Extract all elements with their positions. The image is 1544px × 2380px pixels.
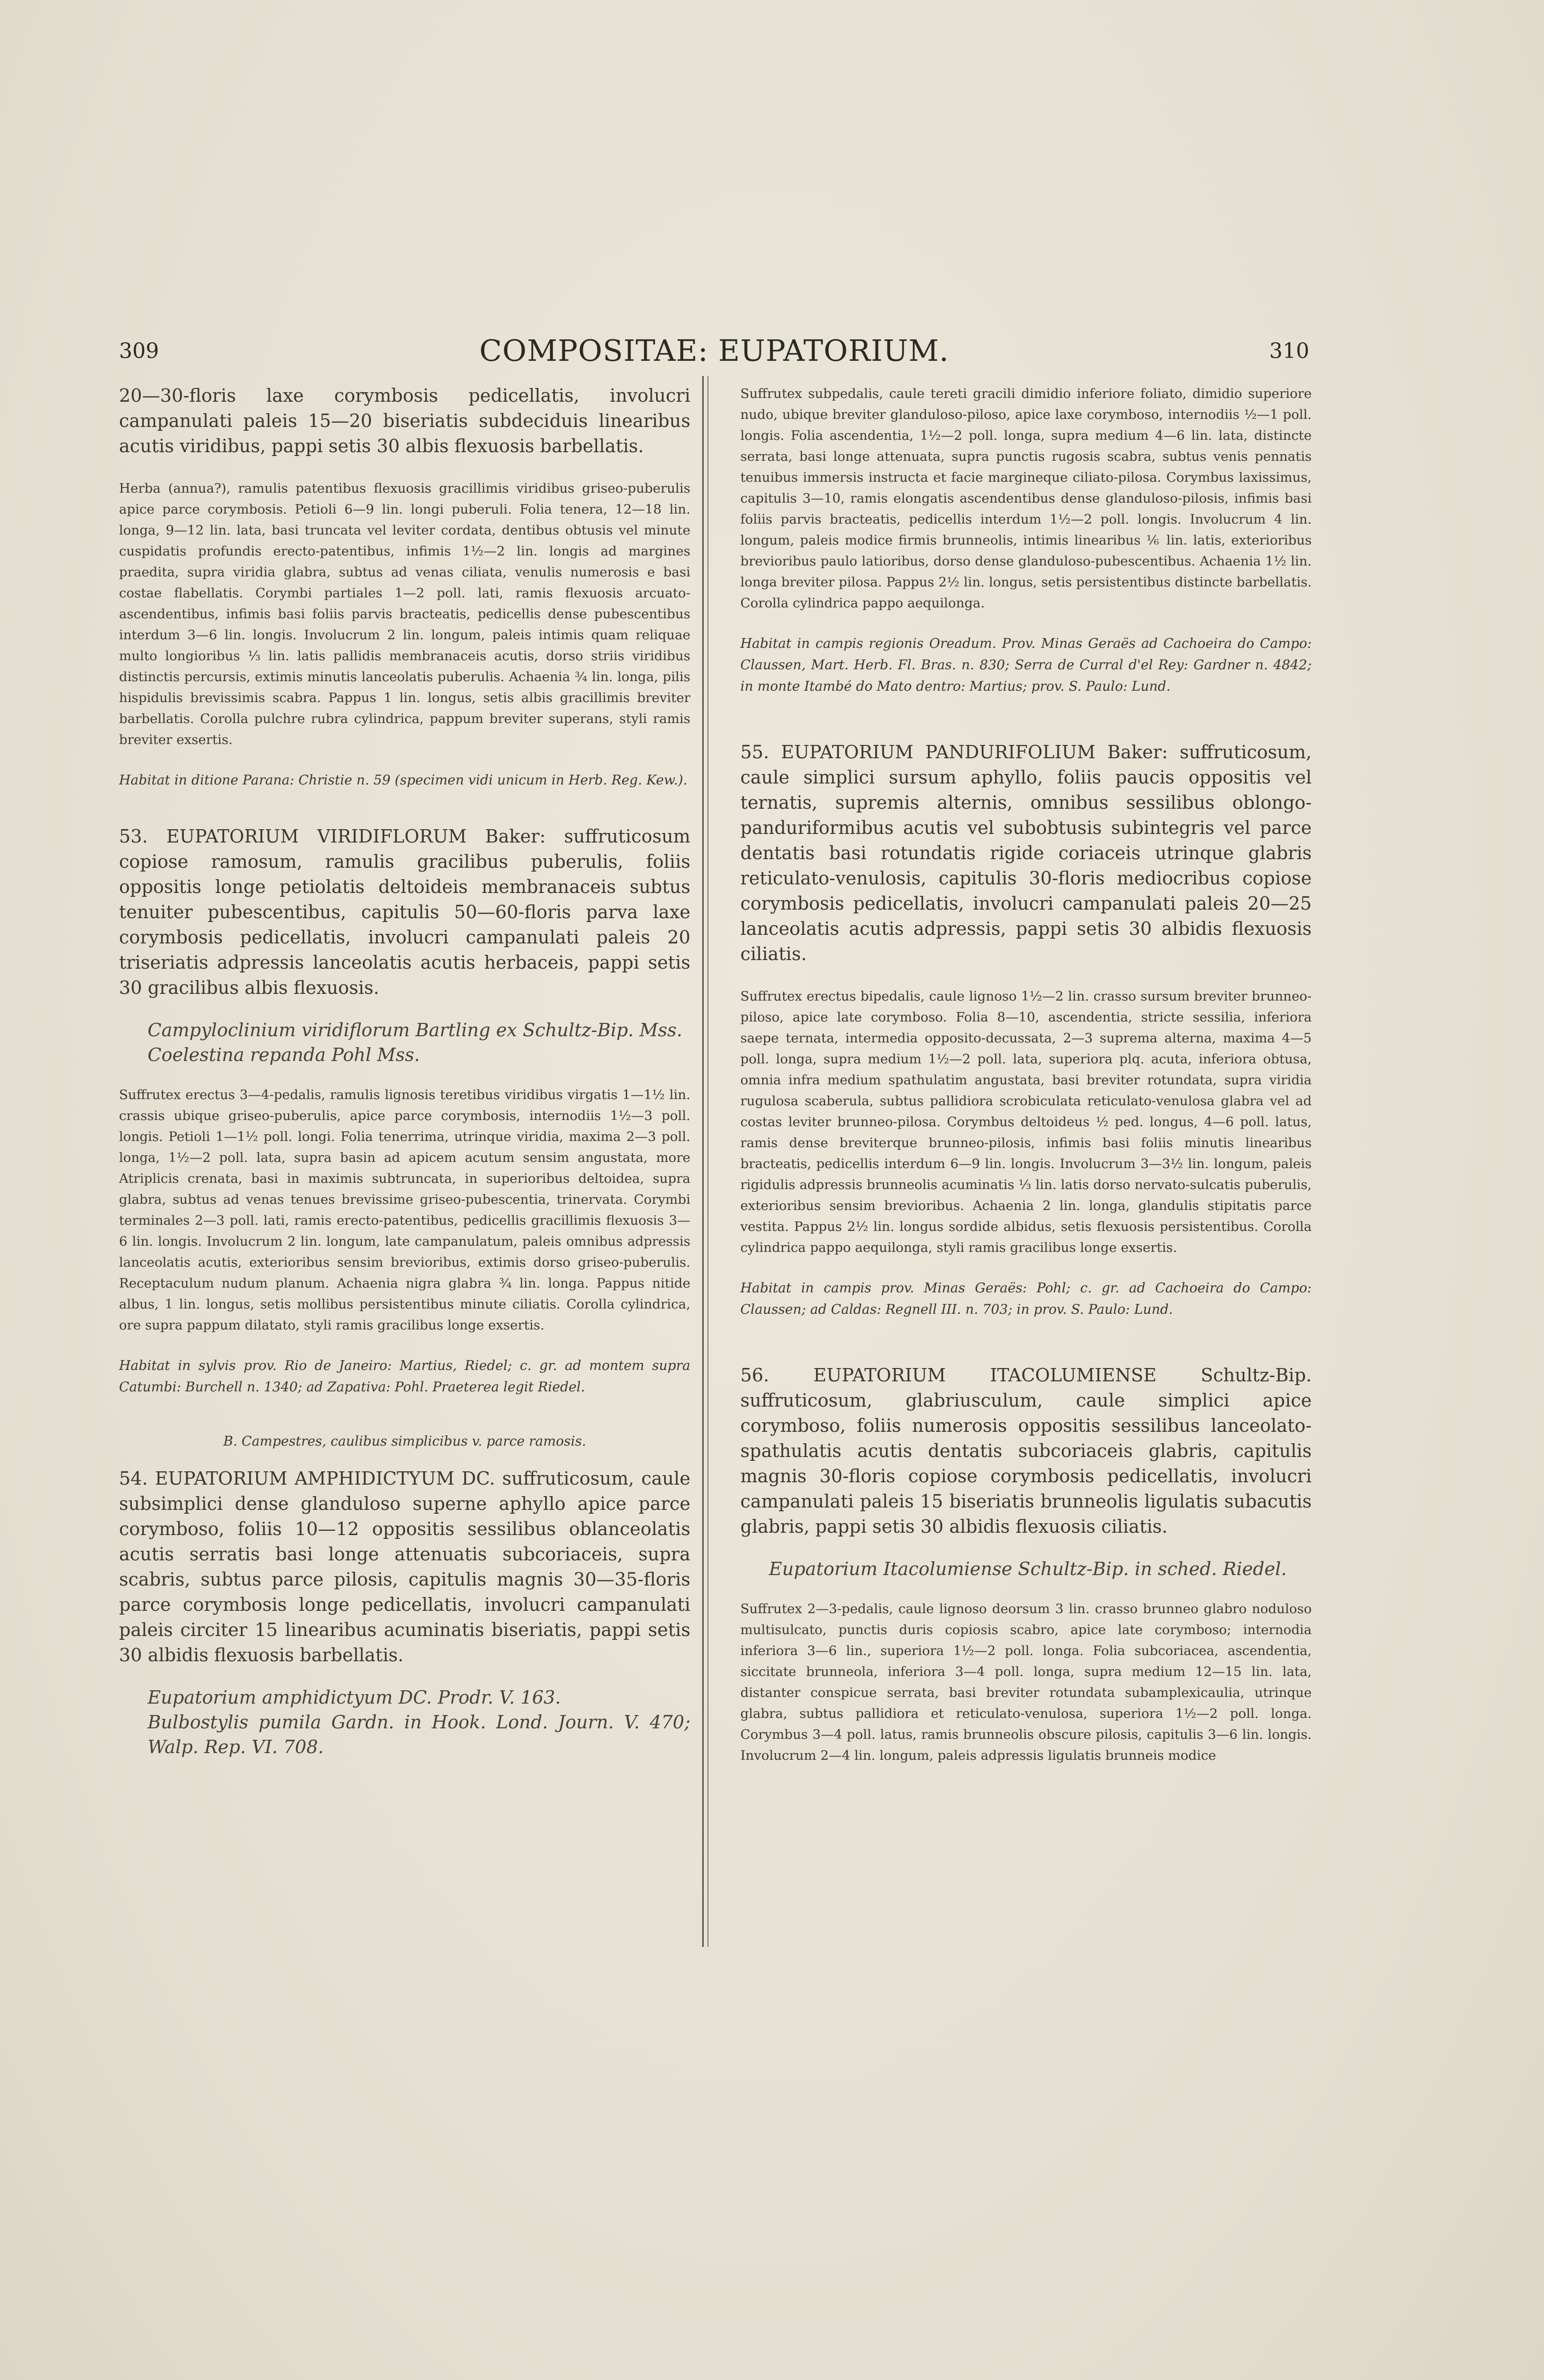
species-53-habitat: Habitat in sylvis prov. Rio de Janeiro: Martius, Riedel; c. gr. ad montem supra Catumbi: Burchell n. 1340; ad Zapativa: Pohl. Praeterea legit Riedel. <box>119 1358 690 1395</box>
subsection-heading: B. Campestres, caulibus simplicibus v. parce ramosis. <box>223 1433 586 1449</box>
species-56-synonym: Eupatorium Itacolumiense Schultz-Bip. in sched. Riedel. <box>769 1558 1287 1579</box>
page-number-right: 310 <box>1269 339 1309 363</box>
species-55-description: Suffrutex erectus bipedalis, caule lignoso 1½—2 lin. crasso sursum breviter brunneo-piloso, apice late corymboso. Folia 8—10, ascendentia, stricte sessilia, inferiora saepe ternata, intermedia opposito-decussata, 2—3 suprema alterna, maxima 4—5 poll. longa, supra medium 1½—2 poll. lata, superiora plq. acuta, inferiora obtusa, omnia infra medium spathulatim angustata, basi breviter rotundata, supra viridia rugulosa scaberula, subtus pallidiora scrobiculata reticulato-venulosa glabra vel ad costas leviter brunneo-pilosa. Corymbus deltoideus ½ ped. longus, 4—6 poll. latus, ramis dense breviterque brunneo-pilosis, infimis basi foliis minutis linearibus bracteatis, pedicellis interdum 6—9 lin. longis. Involucrum 3—3½ lin. longum, paleis rigidulis adpressis brunneolis acuminatis ⅓ lin. latis dorso nervato-sulcatis puberulis, exterioribus sensim brevioribus. Achaenia 2 lin. longa, glandulis stipitatis parce vestita. Pappus 2½ lin. longus sordide albidus, setis flexuosis persistentibus. Corolla cylindrica pappo aequilonga, styli ramis gracilibus longe exsertis. <box>740 989 1312 1255</box>
species-53-synonym-2: Coelestina repanda Pohl Mss. <box>148 1044 420 1065</box>
species-52-diagnosis-end: 20—30-floris laxe corymbosis pedicellatis, involucri campanulati paleis 15—20 biseriatis subdeciduis linearibus acutis viridibus, pappi setis 30 albis flexuosis barbellatis. <box>119 385 690 456</box>
page-number-left: 309 <box>119 339 159 363</box>
species-55-habitat: Habitat in campis prov. Minas Geraës: Pohl; c. gr. ad Cachoeira do Campo: Claussen; ad Caldas: Regnell III. n. 703; in prov. S. Paulo: Lund. <box>740 1280 1312 1317</box>
species-54-synonym-1: Eupatorium amphidictyum DC. Prodr. V. 163. <box>148 1687 561 1708</box>
species-53-description: Suffrutex erectus 3—4-pedalis, ramulis lignosis teretibus viridibus virgatis 1—1½ lin. crassis ubique griseo-puberulis, apice parce corymbosis, internodiis 1½—3 poll. longis. Petioli 1—1½ poll. longi. Folia tenerrima, utrinque viridia, maxima 2—3 poll. longa, 1½—2 poll. lata, supra basin ad apicem acutum sensim angustata, more Atriplicis crenata, basi in maximis subtruncata, in superioribus deltoidea, supra glabra, subtus ad venas tenues brevissime griseo-pubescentia, trinervata. Corymbi terminales 2—3 poll. lati, ramis erecto-patentibus, pedicellis gracillimis flexuosis 3—6 lin. longis. Involucrum 2 lin. longum, late campanulatum, paleis omnibus adpressis lanceolatis acutis, exterioribus sensim brevioribus, extimis dorso griseo-puberulis. Receptaculum nudum planum. Achaenia nigra glabra ¾ lin. longa. Pappus nitide albus, 1 lin. longus, setis mollibus persistentibus minute ciliatis. Corolla cylindrica, ore supra pappum dilatato, styli ramis gracilibus longe exsertis. <box>119 1087 690 1333</box>
column-divider-inner <box>707 376 708 1947</box>
species-55-diagnosis: 55. EUPATORIUM PANDURIFOLIUM Baker: suffruticosum, caule simplici sursum aphyllo, foliis paucis oppositis vel ternatis, supremis alternis, omnibus sessilibus oblongo-panduriformibus acutis vel subobtusis subintegris vel parce dentatis basi rotundatis rigide coriaceis utrinque glabris reticulato-venulosis, capitulis 30-floris mediocribus copiose corymbosis pedicellatis, involucri campanulati paleis 20—25 lanceolatis acutis adpressis, pappi setis 30 albidis flexuosis ciliatis. <box>740 742 1312 964</box>
species-54-description: Suffrutex subpedalis, caule tereti gracili dimidio inferiore foliato, dimidio superiore nudo, ubique breviter glanduloso-piloso, apice laxe corymboso, internodiis ½—1 poll. longis. Folia ascendentia, 1½—2 poll. longa, supra medium 4—6 lin. lata, distincte serrata, basi longe attenuata, supra punctis rugosis scabra, subtus venis pennatis tenuibus immersis instructa et facie margineque ciliato-pilosa. Corymbus laxissimus, capitulis 3—10, ramis elongatis ascendentibus dense glanduloso-pilosis, infimis basi foliis parvis bracteatis, pedicellis interdum 1½—2 poll. longis. Involucrum 4 lin. longum, paleis modice firmis brunneolis, intimis linearibus ⅙ lin. latis, exterioribus brevioribus paulo latioribus, dorso dense glanduloso-pubescentibus. Achaenia 1½ lin. longa breviter pilosa. Pappus 2½ lin. longus, setis persistentibus distincte barbellatis. Corolla cylindrica pappo aequilonga. <box>740 386 1312 611</box>
column-divider <box>702 376 704 1947</box>
species-53-diagnosis: 53. EUPATORIUM VIRIDIFLORUM Baker: suffruticosum copiose ramosum, ramulis gracilibus puberulis, foliis oppositis longe petiolatis deltoideis membranaceis subtus tenuiter pubescentibus, capitulis 50—60-floris parva laxe corymbosis pedicellatis, involucri campanulati paleis 20 triseriatis adpressis lanceolatis acutis herbaceis, pappi setis 30 gracilibus albis flexuosis. <box>119 826 690 998</box>
species-54-diagnosis: 54. EUPATORIUM AMPHIDICTYUM DC. suffruticosum, caule subsimplici dense glanduloso superne aphyllo apice parce corymboso, foliis 10—12 oppositis sessilibus oblanceolatis acutis serratis basi longe attenuatis subcoriaceis, supra scabris, subtus parce pilosis, capitulis magnis 30—35-floris parce corymbosis longe pedicellatis, involucri campanulati paleis circiter 15 linearibus acuminatis biseriatis, pappi setis 30 albidis flexuosis barbellatis. <box>119 1468 690 1666</box>
species-56-diagnosis: 56. EUPATORIUM ITACOLUMIENSE Schultz-Bip. suffruticosum, glabriusculum, caule simplici apice corymboso, foliis numerosis oppositis sessilibus lanceolato-spathulatis acutis dentatis subcoriaceis glabris, capitulis magnis 30-floris copiose corymbosis pedicellatis, involucri campanulati paleis 15 biseriatis brunneolis ligulatis subacutis glabris, pappi setis 30 albidis flexuosis ciliatis. <box>740 1365 1312 1537</box>
left-column <box>119 383 690 1759</box>
page-header <box>119 333 1309 371</box>
species-52-habitat: Habitat in ditione Parana: Christie n. 59 (specimen vidi unicum in Herb. Reg. Kew.). <box>119 772 687 788</box>
species-56-description: Suffrutex 2—3-pedalis, caule lignoso deorsum 3 lin. crasso brunneo glabro noduloso multisulcato, punctis duris copiosis scabro, apice late corymboso; internodia inferiora 3—6 lin., superiora 1½—2 poll. longa. Folia subcoriacea, ascendentia, siccitate brunneola, inferiora 3—4 poll. longa, supra medium 12—15 lin. lata, distanter conspicue serrata, basi breviter rotundata subamplexicaulia, utrinque glabra, subtus pallidiora et reticulato-venulosa, superiora 1½—2 poll. longa. Corymbus 3—4 poll. latus, ramis brunneolis obscure pilosis, capitulis 3—6 lin. longis. Involucrum 2—4 lin. longum, paleis adpressis ligulatis brunneis modice <box>740 1601 1312 1763</box>
right-column <box>740 383 1312 1766</box>
species-54-habitat: Habitat in campis regionis Oreadum. Prov. Minas Geraës ad Cachoeira do Campo: Claussen, Mart. Herb. Fl. Bras. n. 830; Serra de Curral d'el Rey: Gardner n. 4842; in monte Itambé do Mato dentro: Martius; prov. S. Paulo: Lund. <box>740 635 1312 694</box>
species-54-synonym-2: Bulbostylis pumila Gardn. in Hook. Lond. Journ. V. 470; Walp. Rep. VI. 708. <box>148 1712 690 1757</box>
species-53-synonym-1: Campyloclinium viridiflorum Bartling ex Schultz-Bip. Mss. <box>148 1020 683 1041</box>
species-52-description: Herba (annua?), ramulis patentibus flexuosis gracillimis viridibus griseo-puberulis apice parce corymbosis. Petioli 6—9 lin. longi puberuli. Folia tenera, 12—18 lin. longa, 9—12 lin. lata, basi truncata vel leviter cordata, dentibus obtusis vel minute cuspidatis profundis erecto-patentibus, infimis 1½—2 lin. longis ad margines praedita, supra viridia glabra, subtus ad venas ciliata, venulis numerosis e basi costae flabellatis. Corymbi partiales 1—2 poll. lati, ramis flexuosis arcuato-ascendentibus, infimis basi foliis parvis bracteatis, pedicellis dense pubescentibus interdum 3—6 lin. longis. Involucrum 2 lin. longum, paleis intimis quam reliquae multo longioribus ⅓ lin. latis pallidis membranaceis acutis, dorso striis viridibus distinctis percursis, extimis minutis lanceolatis puberulis. Achaenia ¾ lin. longa, pilis hispidulis brevissimis scabra. Pappus 1 lin. longus, setis albis gracillimis breviter barbellatis. Corolla pulchre rubra cylindrica, pappum breviter superans, styli ramis breviter exsertis. <box>119 481 690 747</box>
running-head: COMPOSITAE: EUPATORIUM. <box>479 333 949 368</box>
